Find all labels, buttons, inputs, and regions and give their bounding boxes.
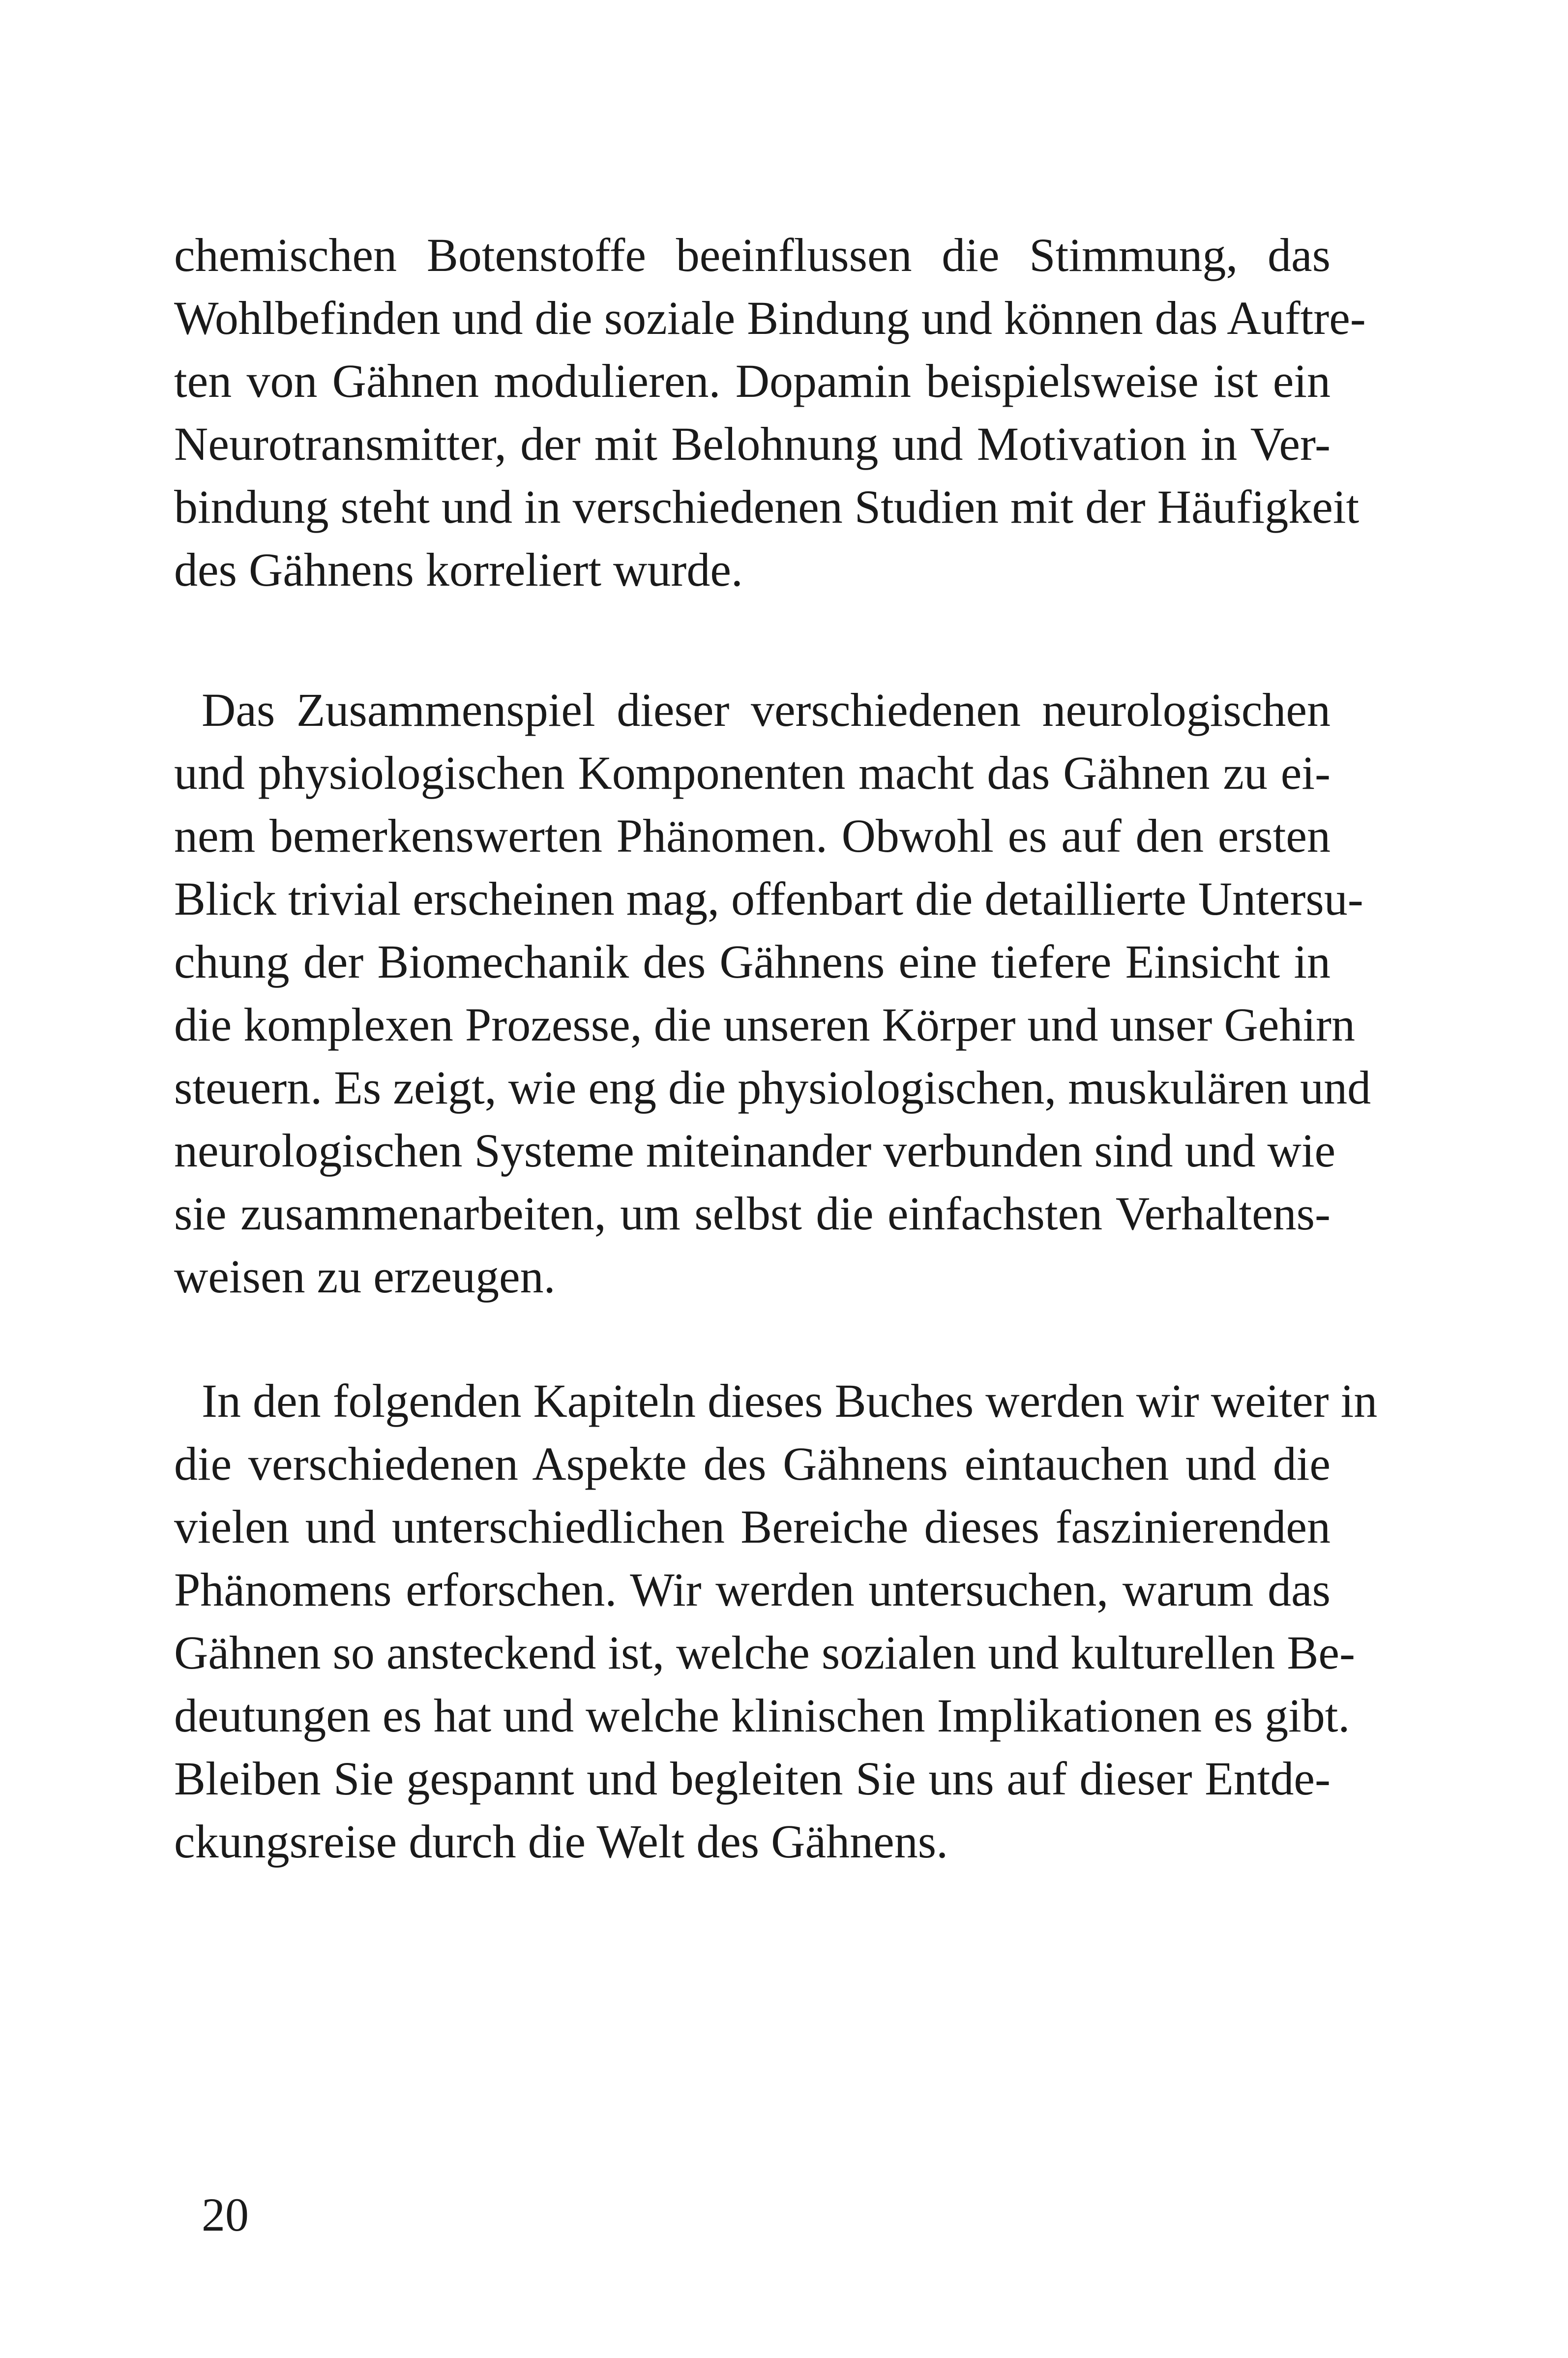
- text-line: steuern. Es zeigt, wie eng die physiologischen, muskulären und: [174, 1061, 1371, 1114]
- text-line: Blick trivial erscheinen mag, offenbart die detaillierte Untersu-: [174, 872, 1363, 925]
- text-line: sie zusammenarbeiten, um selbst die einfachsten Verhaltens-: [174, 1187, 1331, 1240]
- text-line: ckungsreise durch die Welt des Gähnens.: [174, 1815, 948, 1868]
- text-line: Phänomens erforschen. Wir werden untersuchen, warum das: [174, 1563, 1331, 1616]
- text-line: weisen zu erzeugen.: [174, 1250, 556, 1303]
- text-line: chung der Biomechanik des Gähnens eine tiefere Einsicht in: [174, 935, 1331, 988]
- text-line: die komplexen Prozesse, die unseren Körper und unser Gehirn: [174, 998, 1355, 1051]
- page-number: 20: [202, 2188, 249, 2241]
- paragraph-1: [174, 224, 1366, 601]
- text-line: vielen und unterschiedlichen Bereiche dieses faszinierenden: [174, 1500, 1331, 1553]
- text-line: Wohlbefinden und die soziale Bindung und können das Auftre-: [174, 292, 1366, 344]
- text-line: des Gähnens korreliert wurde.: [174, 543, 743, 596]
- text-line: In den folgenden Kapiteln dieses Buches werden wir weiter in: [202, 1374, 1378, 1427]
- paragraph-3: [174, 1370, 1378, 1873]
- text-line: deutungen es hat und welche klinischen Implikationen es gibt.: [174, 1689, 1350, 1742]
- text-line: Das Zusammenspiel dieser verschiedenen neurologischen: [202, 684, 1331, 736]
- paragraph-2: [174, 679, 1371, 1308]
- text-line: die verschiedenen Aspekte des Gähnens eintauchen und die: [174, 1437, 1331, 1490]
- text-line: bindung steht und in verschiedenen Studien mit der Häufigkeit: [174, 480, 1360, 533]
- text-line: chemischen Botenstoffe beeinflussen die Stimmung, das: [174, 229, 1331, 281]
- text-line: Bleiben Sie gespannt und begleiten Sie uns auf dieser Entde-: [174, 1752, 1331, 1805]
- text-line: neurologischen Systeme miteinander verbunden sind und wie: [174, 1124, 1336, 1177]
- text-line: Neurotransmitter, der mit Belohnung und Motivation in Ver-: [174, 418, 1331, 470]
- text-line: und physiologischen Komponenten macht das Gähnen zu ei-: [174, 746, 1331, 799]
- text-line: Gähnen so ansteckend ist, welche sozialen und kulturellen Be-: [174, 1626, 1355, 1679]
- text-line: nem bemerkenswerten Phänomen. Obwohl es auf den ersten: [174, 809, 1331, 862]
- text-line: ten von Gähnen modulieren. Dopamin beispielsweise ist ein: [174, 355, 1331, 407]
